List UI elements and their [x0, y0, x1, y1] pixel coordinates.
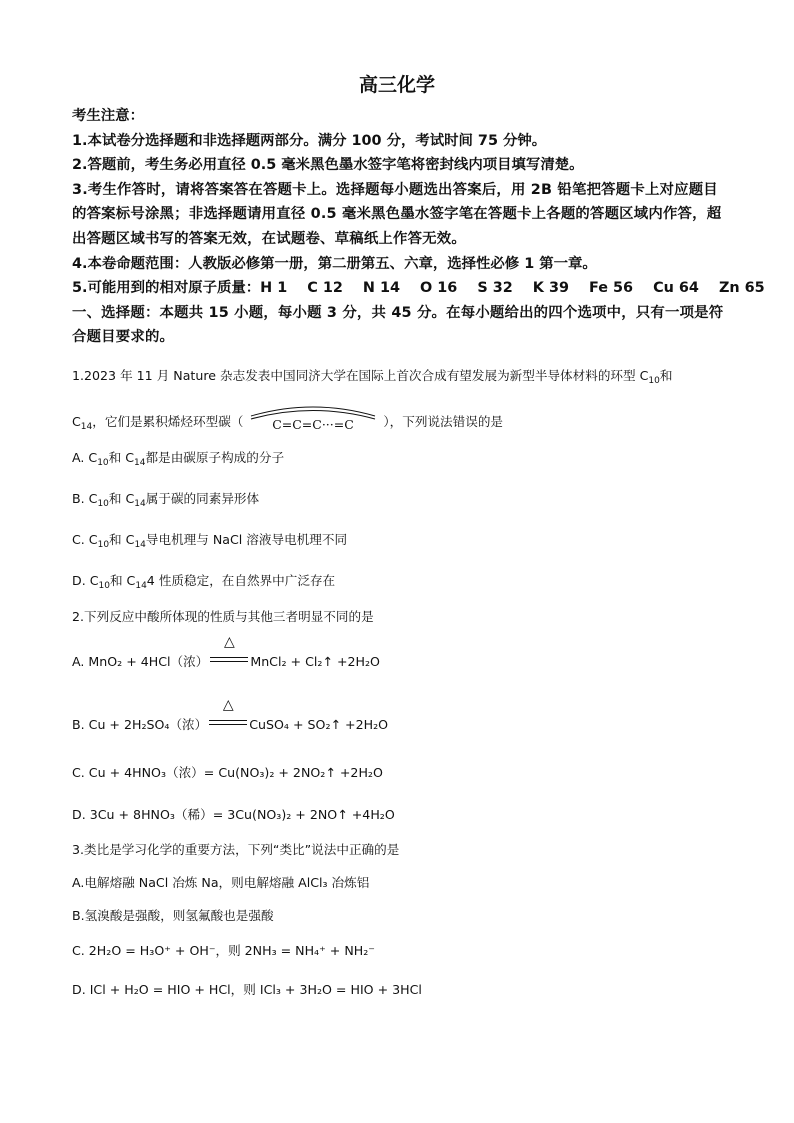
q1-stem-line2	[72, 404, 503, 432]
notice-item-2: 2.答题前，考生务必用直径 0.5 毫米黑色墨水签字笔将密封线内项目填写清楚。	[72, 157, 584, 174]
notice-block	[72, 104, 765, 350]
q3-option-a: A.电解熔融 NaCl 冶炼 Na，则电解熔融 AlCl₃ 冶炼铝	[72, 875, 370, 890]
q1-stem2-mid: ，它们是累积烯烃环型碳（	[92, 414, 244, 429]
q3-option-c: C. 2H₂O = H₃O⁺ + OH⁻，则 2NH₃ = NH₄⁺ + NH₂⁻	[72, 943, 375, 958]
notice-heading: 考生注意：	[72, 108, 144, 124]
section-heading: 一、选择题：本题共 15 小题，每小题 3 分，共 45 分。在每小题给出的四个选项中，只有一项是符合题目要求的。	[72, 304, 724, 346]
q2-option-a: A. MnO₂ + 4HCl（浓） △ MnCl₂ + Cl₂↑ +2H₂O	[72, 634, 380, 669]
ring-formula-text: C=C=C···=C	[272, 417, 355, 432]
q1-stem2-sub: 14	[80, 422, 93, 432]
q1-stem-text: 1.2023 年 11 月 Nature 杂志发表中国同济大学在国际上首次合成有望发展为新型半导体材料的环型 C	[72, 368, 649, 383]
q1-stem-end: 和	[659, 368, 673, 383]
q1-option-c: C. $C_{10}$和 $C_{14}$导电机理与 NaCl 溶液导电机理不同	[72, 532, 348, 550]
notice-item-5: 5.可能用到的相对原子质量：H 1 C 12 N 14 O 16 S 32 K 39 Fe 56 Cu 64 Zn 65	[72, 280, 765, 297]
q1-stem-line1	[72, 365, 672, 386]
ring-carbon-structure	[245, 404, 381, 432]
page-title: 高三化学	[358, 74, 435, 96]
notice-item-3: 3.考生作答时，请将答案答在答题卡上。选择题每小题选出答案后，用 2B 铅笔把答题卡上对应题目的答案标号涂黑；非选择题请用直径 0.5 毫米黑色墨水签字笔在答题卡上各题的答题区域内作答，超出答题区域书写的答案无效，在试题卷、草稿纸上作答无效。	[72, 181, 722, 247]
heating-equals-sign	[210, 634, 248, 670]
heat-triangle-icon: △	[223, 634, 235, 650]
q2-option-d: D. 3Cu + 8HNO₃（稀）= 3Cu(NO₃)₂ + 2NO↑ +4H₂O	[72, 807, 395, 822]
q3-option-d: D. ICl + H₂O = HIO + HCl，则 ICl₃ + 3H₂O = HIO + 3HCl	[72, 982, 422, 997]
q1-sub: 10	[648, 376, 660, 386]
q2-option-b: B. Cu + 2H₂SO₄（浓） △ CuSO₄ + SO₂↑ +2H₂O	[72, 697, 389, 732]
notice-item-1: 1.本试卷分选择题和非选择题两部分。满分 100 分，考试时间 75 分钟。	[72, 132, 547, 149]
q2-stem: 2.下列反应中酸所体现的性质与其他三者明显不同的是	[72, 609, 374, 624]
q1-stem2-end: ），下列说法错误的是	[383, 414, 504, 429]
heat-triangle-icon: △	[222, 697, 234, 713]
q3-stem: 3.类比是学习化学的重要方法，下列“类比”说法中正确的是	[72, 842, 400, 857]
q2-option-c: C. Cu + 4HNO₃（浓）= Cu(NO₃)₂ + 2NO₂↑ +2H₂O	[72, 765, 383, 780]
q1-option-a: A. $C_{10}$和 $C_{14}$都是由碳原子构成的分子	[72, 450, 285, 468]
heating-equals-sign	[209, 697, 247, 733]
q1-stem2-pre: C	[72, 414, 81, 429]
q1-option-d: D. $C_{10}$和 $C_{14}4$ 性质稳定，在自然界中广泛存在	[72, 573, 336, 591]
q1-option-b: B. $C_{10}$和 $C_{14}$属于碳的同素异形体	[72, 491, 260, 509]
notice-item-4: 4.本卷命题范围：人教版必修第一册，第二册第五、六章，选择性必修 1 第一章。	[72, 255, 597, 272]
q3-option-b: B.氢溴酸是强酸，则氢氟酸也是强酸	[72, 908, 274, 923]
